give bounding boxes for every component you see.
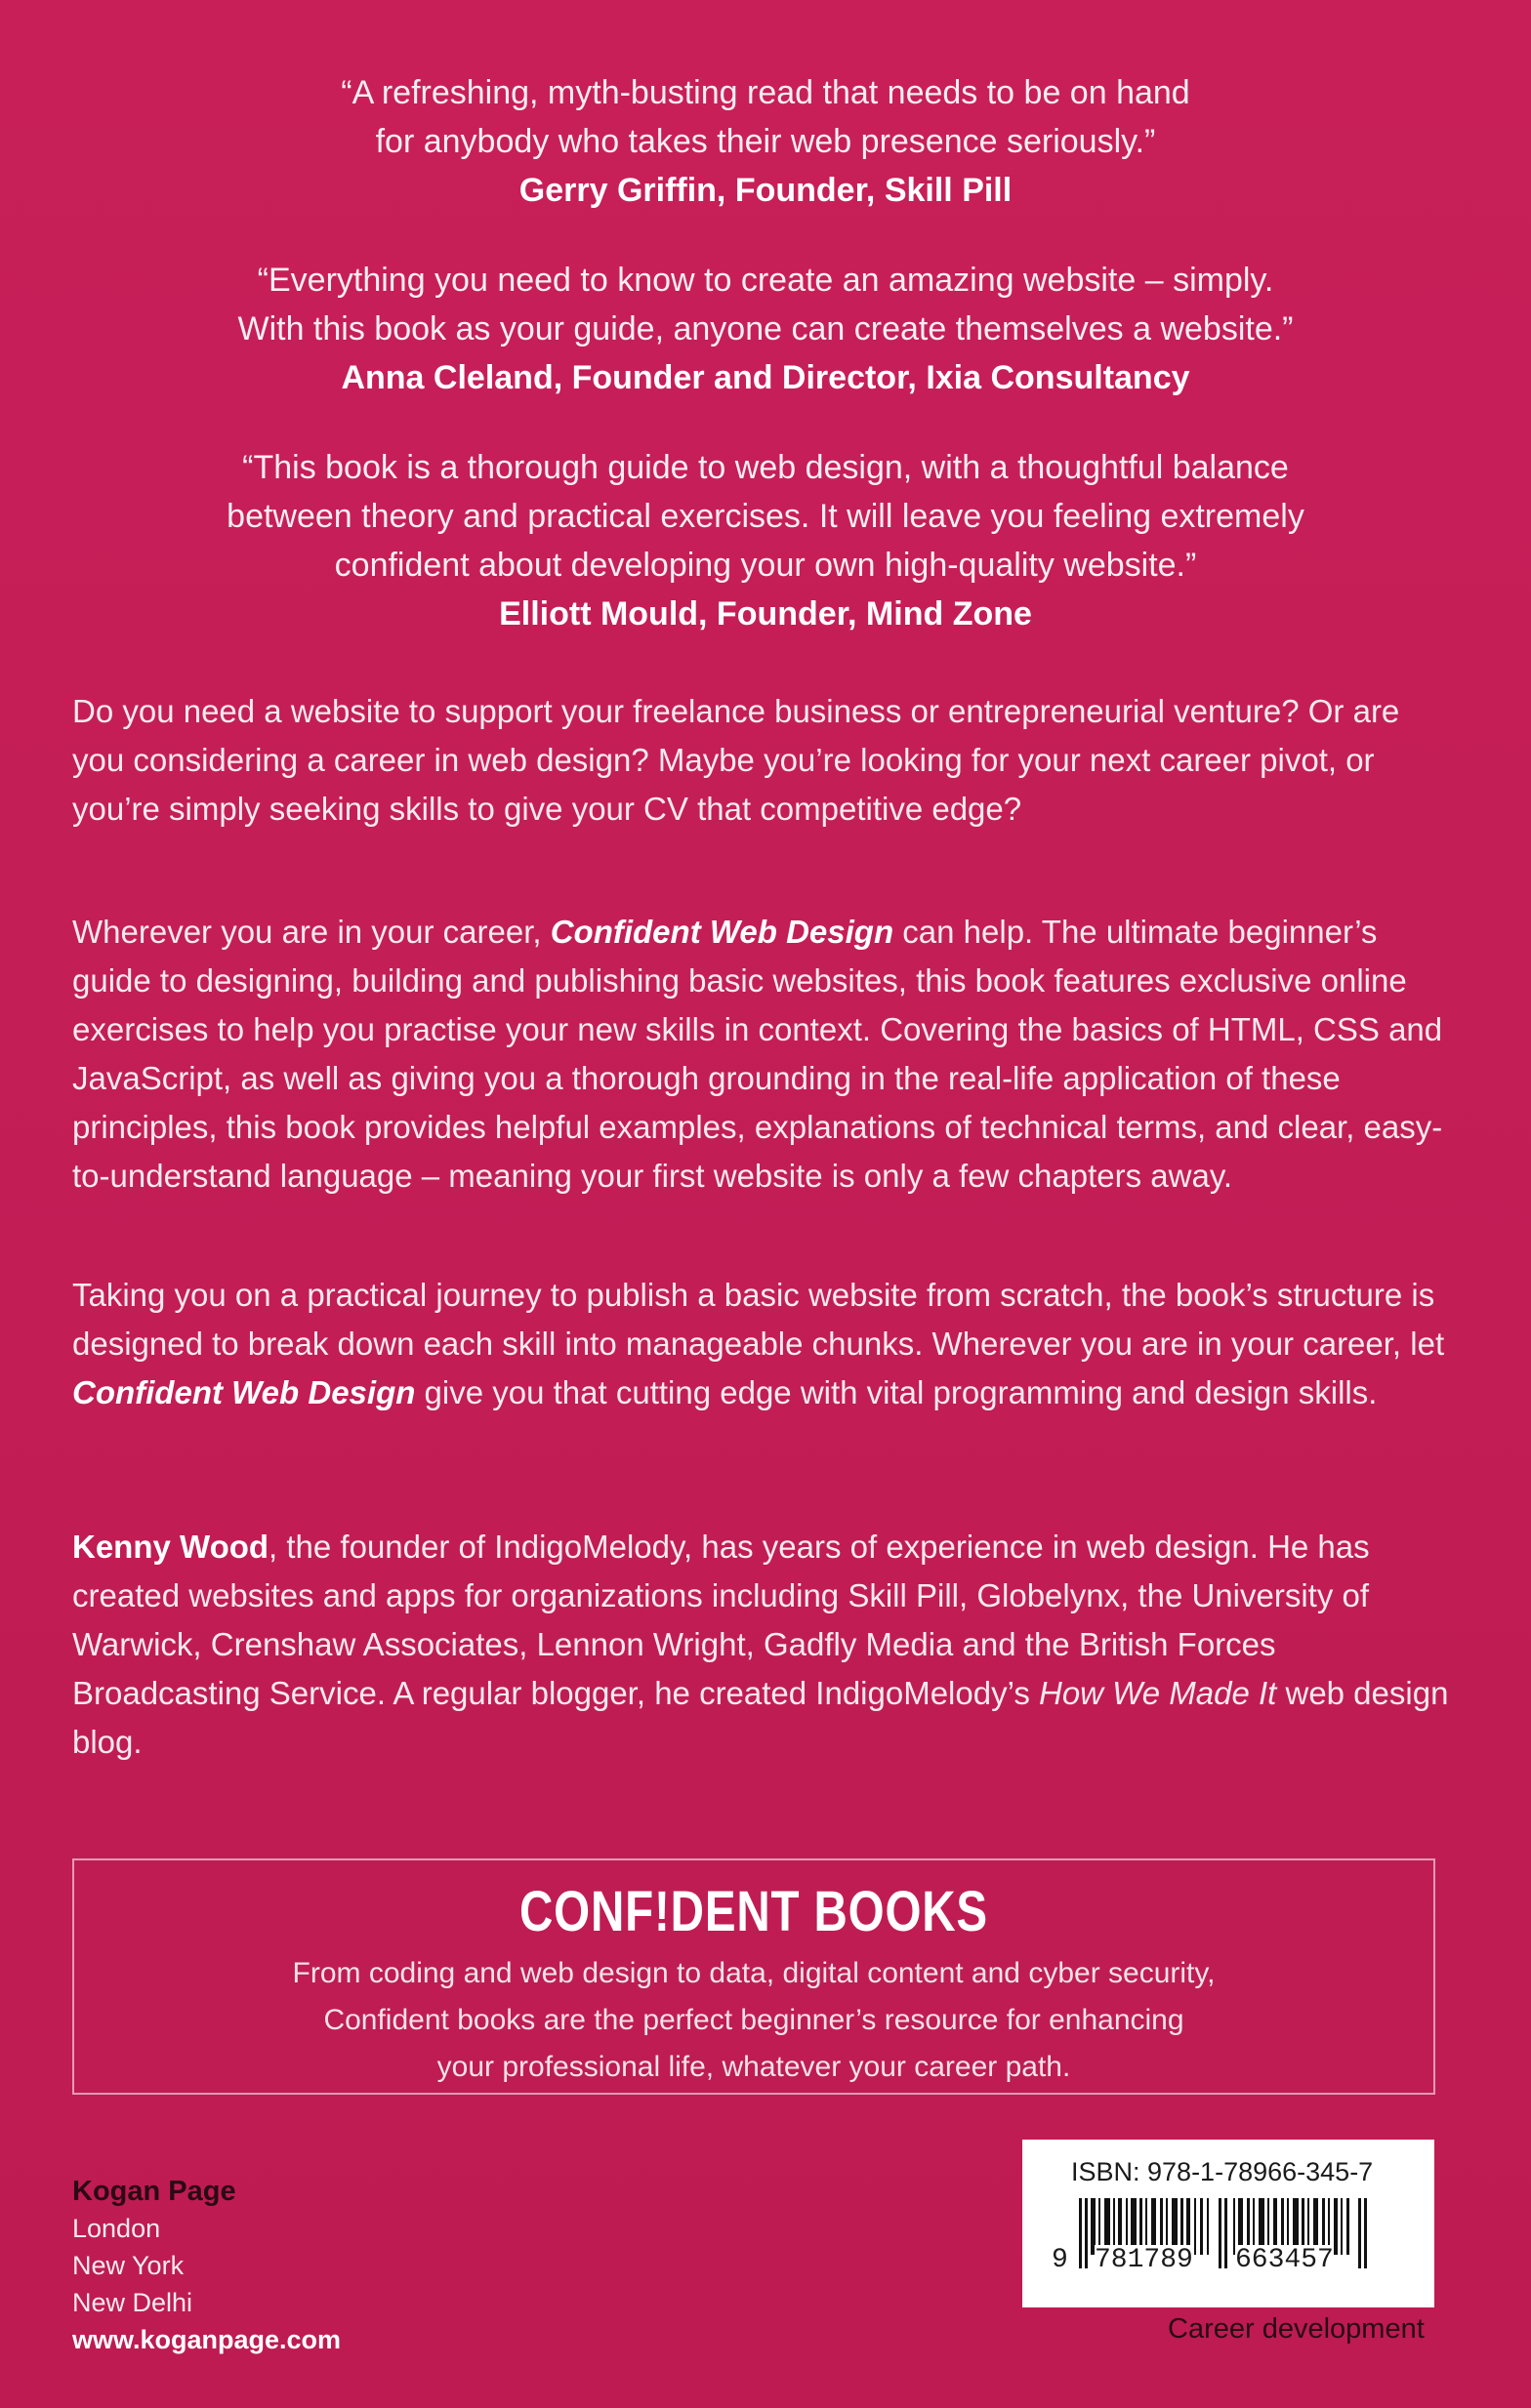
quote-author: Anna Cleland, Founder and Director, Ixia Consultancy <box>341 359 1190 396</box>
bio-text: , the founder of IndigoMelody, has years of experience in web design. He has created websites and apps for organizations including Skill Pill, Globelynx, the University of Warwick, Crenshaw Associates, Lennon Wright, Gadfly Media and the British Forces Broadcasting Service. A regular blogger, he created IndigoMelody’s <box>72 1529 1370 1711</box>
description-paragraph-3 <box>72 1271 1449 1439</box>
quote-author: Elliott Mould, Founder, Mind Zone <box>499 595 1032 633</box>
endorsement-3 <box>0 443 1531 638</box>
quote-line: “Everything you need to know to create an amazing website – simply. <box>257 262 1274 299</box>
description-text: give you that cutting edge with vital programming and design skills. <box>415 1374 1378 1410</box>
series-title: CONF!DENT BOOKS <box>519 1880 988 1943</box>
book-title: Confident Web Design <box>550 914 894 950</box>
series-line: From coding and web design to data, digital content and cyber security, <box>292 1957 1216 1989</box>
endorsement-2 <box>0 256 1531 402</box>
blog-name: How We Made It <box>1039 1675 1277 1711</box>
barcode-box <box>1022 2140 1434 2307</box>
description-text: can help. The ultimate beginner’s guide to designing, building and publishing basic websites, this book features exclusive online exercises to help you practise your new skills in context. Covering the basics of HTML, CSS and JavaScript, as well as giving you a thorough grounding in the real-life application of these principles, this book provides helpful examples, explanations of technical terms, and clear, easy-to-understand language – meaning your first website is only a few chapters away. <box>72 914 1443 1194</box>
author-bio <box>72 1523 1449 1788</box>
publisher-url[interactable]: www.koganpage.com <box>72 2325 342 2354</box>
publisher-name: Kogan Page <box>72 2176 236 2207</box>
endorsement-1 <box>0 68 1531 215</box>
publisher-block <box>72 2173 341 2358</box>
barcode-digit: 9 <box>1052 2245 1068 2275</box>
series-line: Confident books are the perfect beginner’s resource for enhancing <box>323 2004 1184 2036</box>
description-text: Do you need a website to support your freelance business or entrepreneurial venture? Or are you considering a career in web design? Maybe you’re looking for your next career pivot, or you’re simply seeking skills to give your CV that competitive edge? <box>72 693 1400 827</box>
quote-line: “This book is a thorough guide to web design, with a thoughtful balance <box>242 449 1289 486</box>
author-name: Kenny Wood <box>72 1529 269 1565</box>
barcode-digits-right: 663457 <box>1235 2245 1334 2275</box>
isbn-label: ISBN: 978-1-78966-345-7 <box>1071 2157 1374 2186</box>
category-label: Career development <box>1168 2313 1425 2345</box>
publisher-city: New York <box>72 2251 185 2280</box>
publisher-city: New Delhi <box>72 2288 193 2317</box>
quote-line: confident about developing your own high-quality website.” <box>334 547 1197 584</box>
series-box <box>72 1858 1435 2095</box>
bio-text: web design blog. <box>72 1675 1449 1760</box>
barcode-digits-left: 781789 <box>1095 2245 1193 2275</box>
series-line: your professional life, whatever your career path. <box>436 2051 1071 2083</box>
quote-author: Gerry Griffin, Founder, Skill Pill <box>518 172 1013 209</box>
endorsements <box>0 68 1531 679</box>
quote-line: for anybody who takes their web presence seriously.” <box>375 123 1156 160</box>
description-text: Taking you on a practical journey to publish a basic website from scratch, the book’s structure is designed to break down each skill into manageable chunks. Wherever you are in your career, let <box>72 1277 1445 1362</box>
description-text: Wherever you are in your career, <box>72 914 551 950</box>
publisher-city: London <box>72 2214 161 2243</box>
quote-line: “A refreshing, myth-busting read that needs to be on hand <box>341 74 1190 111</box>
book-title: Confident Web Design <box>72 1374 416 1410</box>
quote-line: With this book as your guide, anyone can create themselves a website.” <box>237 310 1294 347</box>
quote-line: between theory and practical exercises. It will leave you feeling extremely <box>227 498 1304 535</box>
description-paragraph-1 <box>72 687 1449 855</box>
description-paragraph-2 <box>72 908 1449 1222</box>
